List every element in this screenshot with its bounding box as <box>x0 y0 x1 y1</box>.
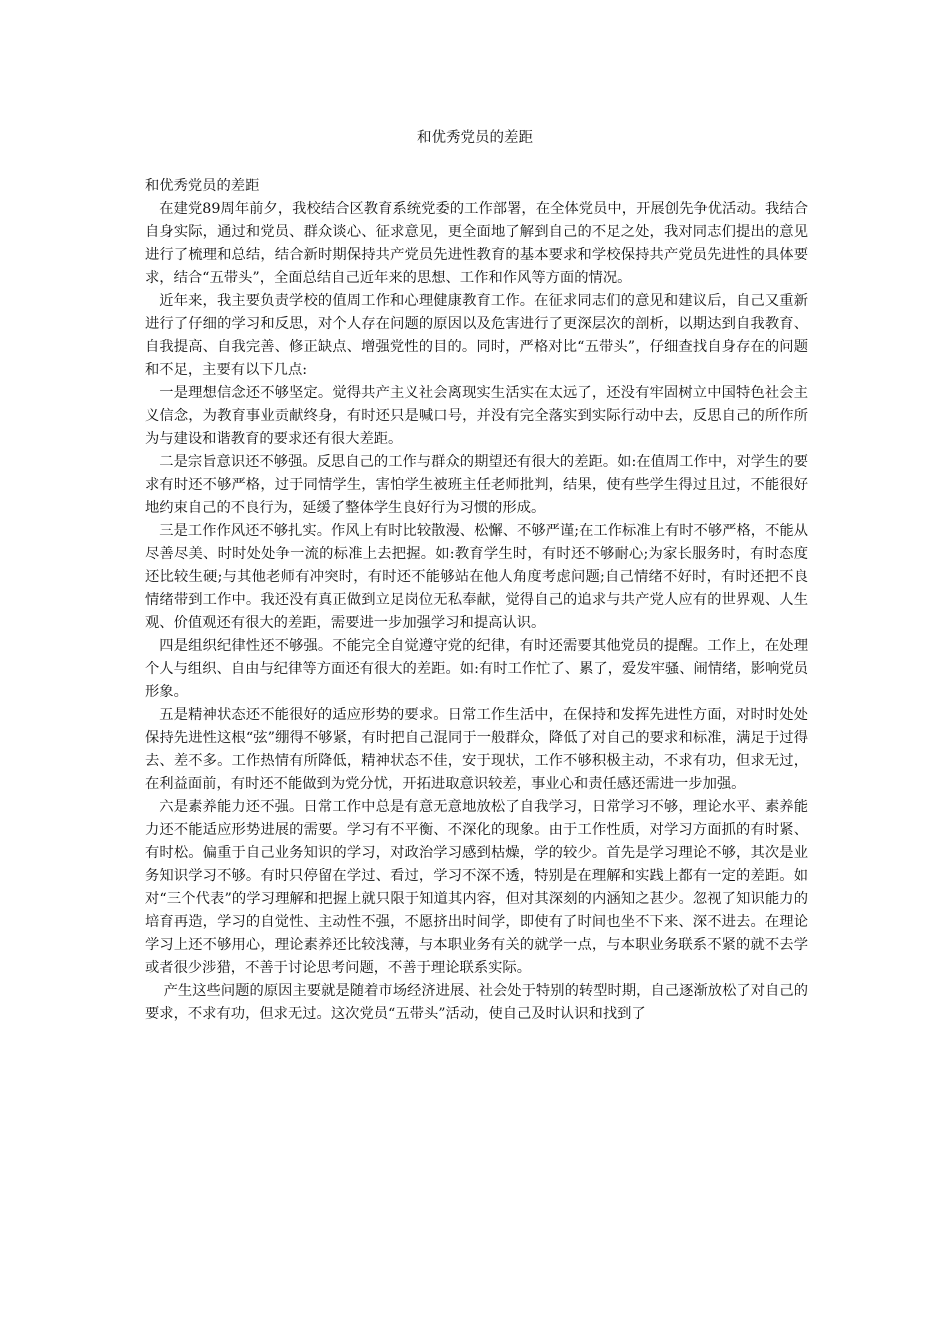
paragraph-point-3: 三是工作作风还不够扎实。作风上有时比较散漫、松懈、不够严谨;在工作标准上有时不够严格，不能从尽善尽美、时时处处争一流的标准上去把握。如:教育学生时，有时还不够耐心;为家长服务时，有时态度还比较生硬;与其他老师有冲突时，有时还不能够站在他人角度考虑问题;自己情绪不好时，有时还把不良情绪带到工作中。我还没有真正做到立足岗位无私奉献，觉得自己的追求与共产党人应有的世界观、人生观、价值观还有很大的差距，需要进一步加强学习和提高认识。 <box>145 523 808 631</box>
paragraph-point-2: 二是宗旨意识还不够强。反思自己的工作与群众的期望还有很大的差距。如:在值周工作中，对学生的要求有时还不够严格，过于同情学生，害怕学生被班主任老师批判，结果，使有些学生得过且过，不能很好地约束自己的不良行为，延缓了整体学生良好行为习惯的形成。 <box>145 454 808 516</box>
paragraph-intro: 在建党89周年前夕，我校结合区教育系统党委的工作部署，在全体党员中，开展创先争优活动。我结合自身实际，通过和党员、群众谈心、征求意见，更全面地了解到自己的不足之处，我对同志们提出的意见进行了梳理和总结，结合新时期保持共产党员先进性教育的基本要求和学校保持共产党员先进性的具体要求，结合“五带头”，全面总结自己近年来的思想、工作和作风等方面的情况。 <box>145 201 808 286</box>
document-body <box>145 175 808 1026</box>
paragraph-overview: 近年来，我主要负责学校的值周工作和心理健康教育工作。在征求同志们的意见和建议后，自己又重新进行了仔细的学习和反思，对个人存在问题的原因以及危害进行了更深层次的剖析，以期达到自我教育、自我提高、自我完善、修正缺点、增强党性的目的。同时，严格对比“五带头”，仔细查找自身存在的问题和不足，主要有以下几点: <box>145 293 808 378</box>
paragraph-point-4: 四是组织纪律性还不够强。不能完全自觉遵守党的纪律，有时还需要其他党员的提醒。工作上，在处理个人与组织、自由与纪律等方面还有很大的差距。如:有时工作忙了、累了，爱发牢骚、闹情绪，影响党员形象。 <box>145 638 808 700</box>
document-subtitle: 和优秀党员的差距 <box>145 178 260 194</box>
paragraph-point-1: 一是理想信念还不够坚定。觉得共产主义社会离现实生活实在太远了，还没有牢固树立中国特色社会主义信念，为教育事业贡献终身，有时还只是喊口号，并没有完全落实到实际行动中去，反思自己的所作所为与建设和谐教育的要求还有很大差距。 <box>145 385 808 447</box>
paragraph-point-6: 六是素养能力还不强。日常工作中总是有意无意地放松了自我学习，日常学习不够，理论水平、素养能力还不能适应形势进展的需要。学习有不平衡、不深化的现象。由于工作性质，对学习方面抓的有时紧、有时松。偏重于自己业务知识的学习，对政治学习感到枯燥，学的较少。首先是学习理论不够，其次是业务知识学习不够。有时只停留在学过、看过，学习不深不透，特别是在理解和实践上都有一定的差距。如对“三个代表”的学习理解和把握上就只限于知道其内容，但对其深刻的内涵知之甚少。忽视了知识能力的培育再造，学习的自觉性、主动性不强，不愿挤出时间学，即使有了时间也坐不下来、深不进去。在理论学习上还不够用心，理论素养还比较浅薄，与本职业务有关的就学一点，与本职业务联系不紧的就不去学或者很少涉猎，不善于讨论思考问题，不善于理论联系实际。 <box>145 799 808 976</box>
document-title: 和优秀党员的差距 <box>417 130 533 146</box>
paragraph-point-5: 五是精神状态还不能很好的适应形势的要求。日常工作生活中，在保持和发挥先进性方面，对时时处处保持先进性这根“弦”绷得不够紧，有时把自己混同于一般群众，降低了对自己的要求和标准，满足于过得去、差不多。工作热情有所降低，精神状态不佳，安于现状，工作不够积极主动，不求有功，但求无过，在利益面前，有时还不能做到为党分忧，开拓进取意识较差，事业心和责任感还需进一步加强。 <box>145 707 808 792</box>
paragraph-causes: 产生这些问题的原因主要就是随着市场经济进展、社会处于特别的转型时期，自己逐渐放松了对自己的要求，不求有功，但求无过。这次党员“五带头”活动，使自己及时认识和找到了 <box>145 983 808 1022</box>
